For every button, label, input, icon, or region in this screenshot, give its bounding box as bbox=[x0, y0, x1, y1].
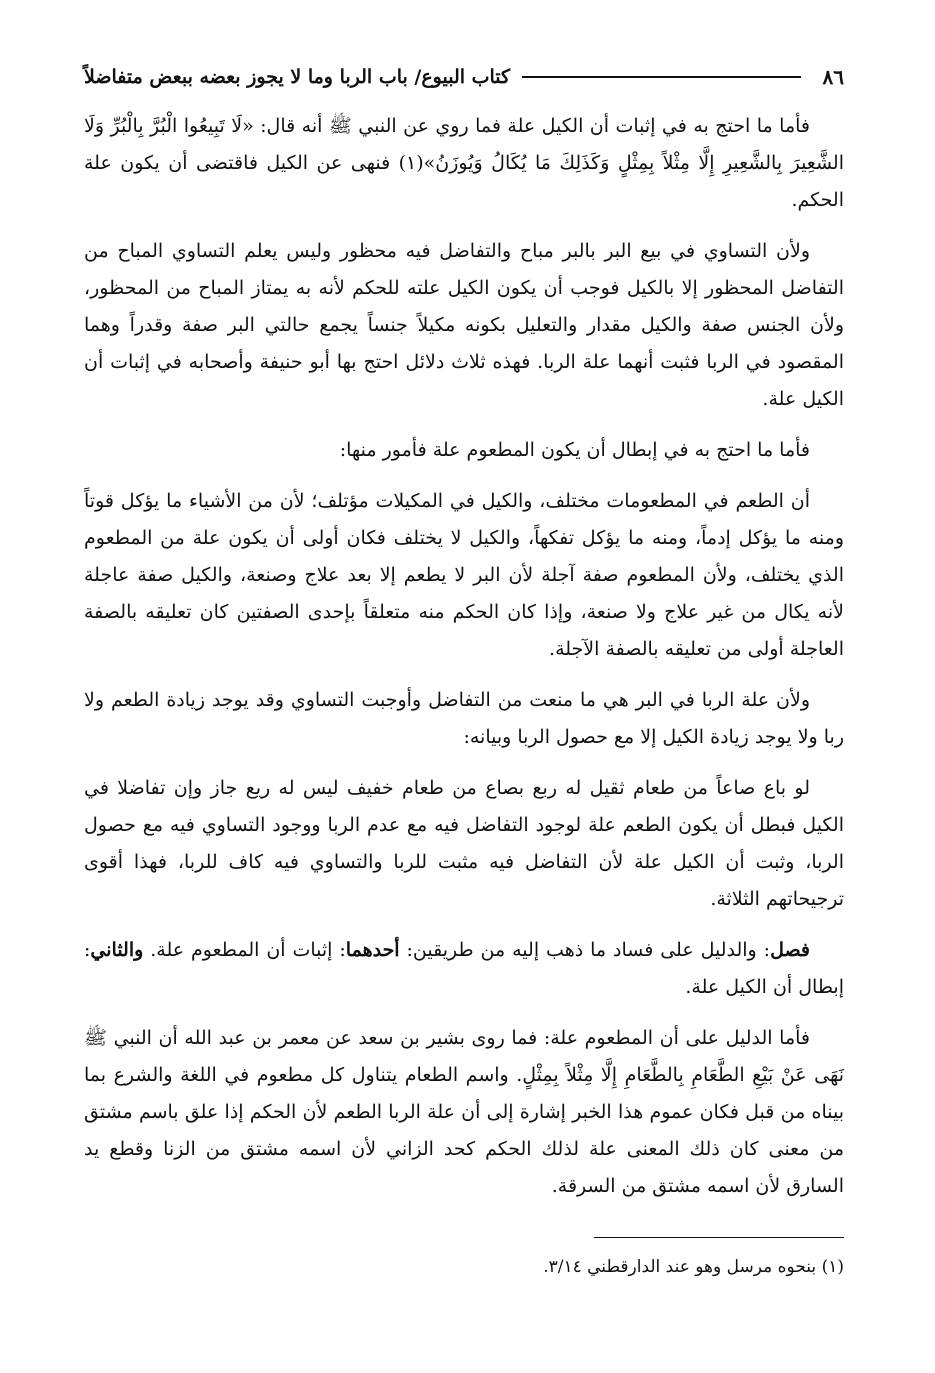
paragraph-6: لو باع صاعاً من طعام ثقيل له ربع بصاع من طعام خفيف ليس له ريع جاز وإن تفاضلا في الكيل فبطل أن يكون الطعم علة لوجود التفاضل فيه مع عدم الربا ووجود التساوي فيه مع حصول الربا، وثبت أن الكيل علة لأن التفاضل فيه مثبت للربا والتساوي فيه كاف للربا، فهذا أقوى ترجيحاتهم الثلاثة. bbox=[84, 777, 844, 910]
page-number: ٨٦ bbox=[822, 65, 844, 89]
first-path-label: أحدهما bbox=[345, 939, 400, 961]
paragraph-7 bbox=[84, 932, 844, 1006]
footnote bbox=[543, 1252, 844, 1282]
second-path-text: : إبطال أن الكيل علة. bbox=[84, 939, 844, 998]
paragraph-8: فأما الدليل على أن المطعوم علة: فما روى بشير بن سعد عن معمر بن عبد الله أن النبي ﷺ نَهَى عَنْ بَيْعِ الطَّعَامِ بِالطَّعَامِ إِلَّا مِثْلاً بِمِثْلٍ. واسم الطعام يتناول كل مطعوم في اللغة والشرع بما بيناه من قبل فكان عموم هذا الخبر إشارة إلى أن علة الربا الطعم لأن الحكم إذا علق باسم مشتق من معنى كان ذلك المعنى علة لذلك الحكم كحد الزاني لأن اسمه مشتق من الزنا وقطع يد السارق لأن اسمه مشتق من السرقة. bbox=[84, 1027, 844, 1197]
page-body bbox=[84, 108, 844, 1205]
paragraph-2: ولأن التساوي في بيع البر بالبر مباح والتفاضل فيه محظور وليس يعلم التساوي المباح من التفاضل المحظور إلا بالكيل فوجب أن يكون الكيل علته للحكم لأنه به يمتاز المباح من المحظور، ولأن الجنس صفة والكيل مقدار والتعليل بكونه مكيلاً جنساً يجمع حالتي البر صفة وقدراً وهما المقصود في الربا فثبت أنهما علة الربا. فهذه ثلاث دلائل احتج بها أبو حنيفة وأصحابه في إثبات أن الكيل علة. bbox=[84, 240, 844, 410]
footnote-divider bbox=[594, 1237, 844, 1238]
chapter-title: كتاب البيوع/ باب الربا وما لا يجوز بعضه ببعض متفاضلاً bbox=[84, 66, 511, 88]
section-label: فصل bbox=[770, 939, 811, 961]
header-rule bbox=[522, 76, 800, 78]
paragraph-5: ولأن علة الربا في البر هي ما منعت من التفاضل وأوجبت التساوي وقد يوجد زيادة الطعم ولا ربا ولا يوجد زيادة الكيل إلا مع حصول الربا وبيانه: bbox=[84, 689, 844, 748]
second-path-label: والثاني bbox=[90, 939, 144, 961]
first-path-text: : إثبات أن المطعوم علة. bbox=[143, 939, 346, 961]
book-page bbox=[84, 60, 844, 1360]
paragraph-3: فأما ما احتج به في إبطال أن يكون المطعوم علة فأمور منها: bbox=[339, 439, 810, 461]
paragraph-1: فأما ما احتج به في إثبات أن الكيل علة فما روي عن النبي ﷺ أنه قال: «لَا تَبِيعُوا الْبُرَّ بِالْبُرِّ وَلَا الشَّعِيرَ بِالشَّعِيرِ إِلَّا مِثْلاً بِمِثْلٍ وَكَذَلِكَ مَا يُكَالُ وَيُوزَنُ»(١) فنهى عن الكيل فاقتضى أن يكون علة الحكم. bbox=[84, 115, 844, 211]
running-header bbox=[84, 60, 844, 94]
paragraph-4: أن الطعم في المطعومات مختلف، والكيل في المكيلات مؤتلف؛ لأن من الأشياء ما يؤكل قوتاً ومنه ما يؤكل إدماً، ومنه ما يؤكل تفكهاً، والكيل لا يختلف فكان أولى أن يكون علة من المطعوم الذي يختلف، ولأن المطعوم صفة آجلة لأن البر لا يطعم إلا بعد علاج وصنعة، والكيل صفة عاجلة لأنه يكال من غير علاج ولا صنعة، وإذا كان الحكم منه متعلقاً بإحدى الصفتين كان تعليقه بالصفة العاجلة أولى من تعليقه بالصفة الآجلة. bbox=[84, 490, 844, 660]
footnote-marker: (١) bbox=[821, 1257, 844, 1277]
section-text: : والدليل على فساد ما ذهب إليه من طريقين: bbox=[399, 939, 771, 961]
footnote-text: بنحوه مرسل وهو عند الدارقطني ٣/١٤. bbox=[543, 1257, 817, 1277]
